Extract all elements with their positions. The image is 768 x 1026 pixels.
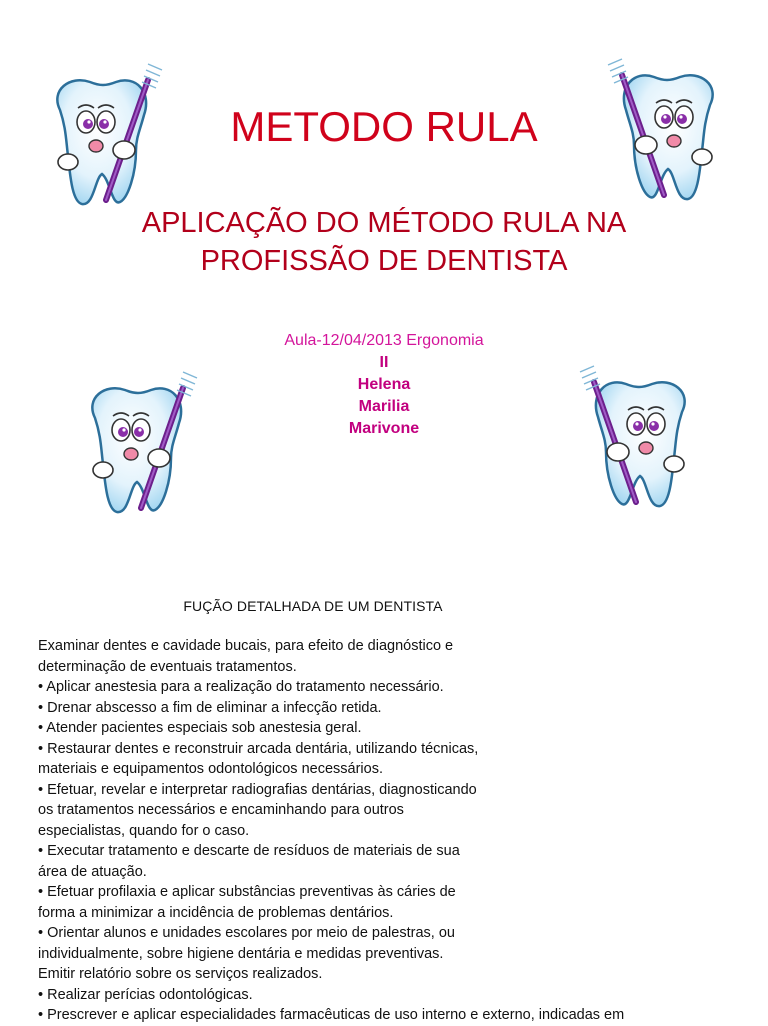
text-line: • Aplicar anestesia para a realização do tratamento necessário. [38,679,444,695]
course-line: Aula-12/04/2013 Ergonomia [284,332,484,349]
text-line: área de atuação. [38,863,147,880]
text-line: • Efetuar, revelar e interpretar radiografias dentárias, diagnosticando [38,781,477,798]
tooth-with-toothbrush-icon [75,368,205,518]
tooth-with-toothbrush-icon [572,362,702,512]
text-line: materiais e equipamentos odontológicos necessários. [38,761,383,777]
text-line: os tratamentos necessários e encaminhando para outros [38,802,404,818]
text-line: Examinar dentes e cavidade bucais, para efeito de diagnóstico e [38,638,454,654]
course-line-numeral: II [379,354,389,371]
slide-meta [200,330,568,440]
text-line: forma a minimizar a incidência de problemas dentários. [38,904,394,921]
text-line: especialistas, quando for o caso. [38,822,250,839]
text-line: determinação de eventuais tratamentos. [38,658,297,675]
text-line: • Efetuar profilaxia e aplicar substâncias preventivas às cáries de [38,884,456,900]
text-line: • Restaurar dentes e reconstruir arcada dentária, utilizando técnicas, [38,740,479,757]
subtitle-line: APLICAÇÃO DO MÉTODO RULA NA [141,207,627,239]
document-body [38,598,738,1026]
text-line: • Prescrever e aplicar especialidades farmacêuticas de uso interno e externo, indicadas em [38,1007,625,1023]
text-line: • Executar tratamento e descarte de resíduos de materiais de sua [38,843,460,859]
text-line: • Realizar perícias odontológicas. [38,986,253,1003]
document-text [38,636,738,1026]
author-name: Marivone [348,420,420,437]
text-line: • Atender pacientes especiais sob anestesia geral. [38,720,362,736]
author-name: Marilia [358,398,410,415]
text-line: • Orientar alunos e unidades escolares por meio de palestras, ou [38,925,455,941]
subtitle-line: PROFISSÃO DE DENTISTA [200,244,568,277]
text-line: Emitir relatório sobre os serviços realizados. [38,966,323,982]
text-line: individualmente, sobre higiene dentária e medidas preventivas. [38,945,444,962]
text-line: • Drenar abscesso a fim de eliminar a infecção retida. [38,699,382,716]
document-heading: FUÇÃO DETALHADA DE UM DENTISTA [183,598,443,614]
slide-title: METODO RULA [230,103,538,150]
author-name: Helena [357,376,411,393]
slide-subtitle [60,205,708,280]
